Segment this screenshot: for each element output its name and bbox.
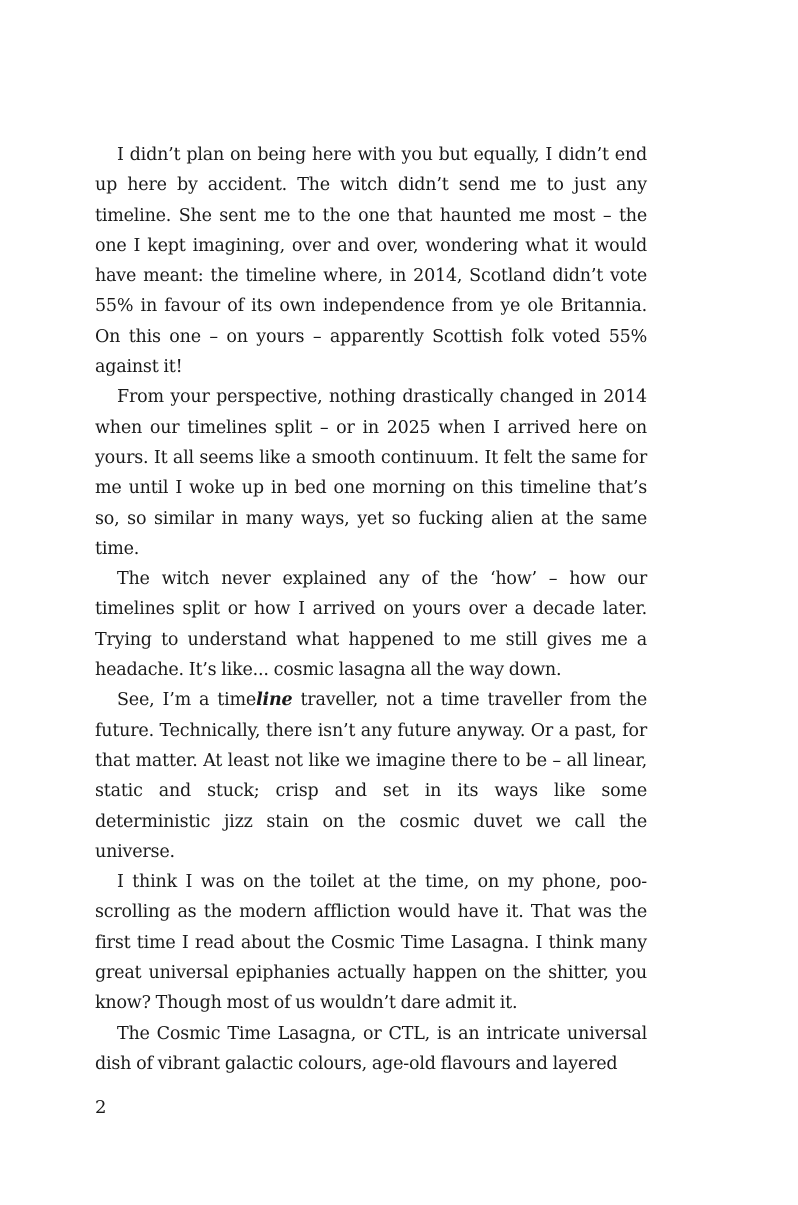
paragraph-4-emphasis: line — [256, 690, 293, 711]
paragraph-3: The witch never explained any of the ‘how’ – how our timelines split or how I arrived on yours over a decade later. Trying to understand what happened to me still gives me a headache. It’s like... cosmic lasagna all the way down. — [95, 569, 647, 681]
paragraph-6: The Cosmic Time Lasagna, or CTL, is an intricate universal dish of vibrant galactic colours, age-old flavours and layered — [95, 1023, 647, 1074]
paragraph-5: I think I was on the toilet at the time, on my phone, poo-scrolling as the modern affliction would have it. That was the first time I read about the Cosmic Time Lasagna. I think many great universal epiphanies actually happen on the shitter, you know? Though most of us wouldn’t dare admit it. — [95, 872, 647, 1014]
paragraph-2: From your perspective, nothing drastically changed in 2014 when our timelines split – or in 2025 when I arrived here on yours. It all seems like a smooth continuum. It felt the same for me until I woke up in bed one morning on this timeline that’s so, so similar in many ways, yet so fucking alien at the same time. — [95, 387, 647, 559]
page-body — [95, 140, 647, 1079]
paragraph-1: I didn’t plan on being here with you but equally, I didn’t end up here by accident. The witch didn’t send me to just any timeline. She sent me to the one that haunted me most – the one I kept imagining, over and over, wondering what it would have meant: the timeline where, in 2014, Scotland didn’t vote 55% in favour of its own independence from ye ole Britannia. On this one – on yours – apparently Scottish folk voted 55% against it! — [95, 145, 647, 378]
paragraph-4-after: traveller, not a time traveller from the future. Technically, there isn’t any future anyway. Or a past, for that matter. At least not like we imagine there to be – all linear, static and stuck; crisp and set in its ways like some deterministic jizz stain on the cosmic duvet we call the universe. — [95, 690, 647, 862]
paragraph-4-before: See, I’m a time — [117, 690, 257, 711]
page-number: 2 — [95, 1097, 107, 1118]
paragraph-4 — [95, 685, 647, 867]
